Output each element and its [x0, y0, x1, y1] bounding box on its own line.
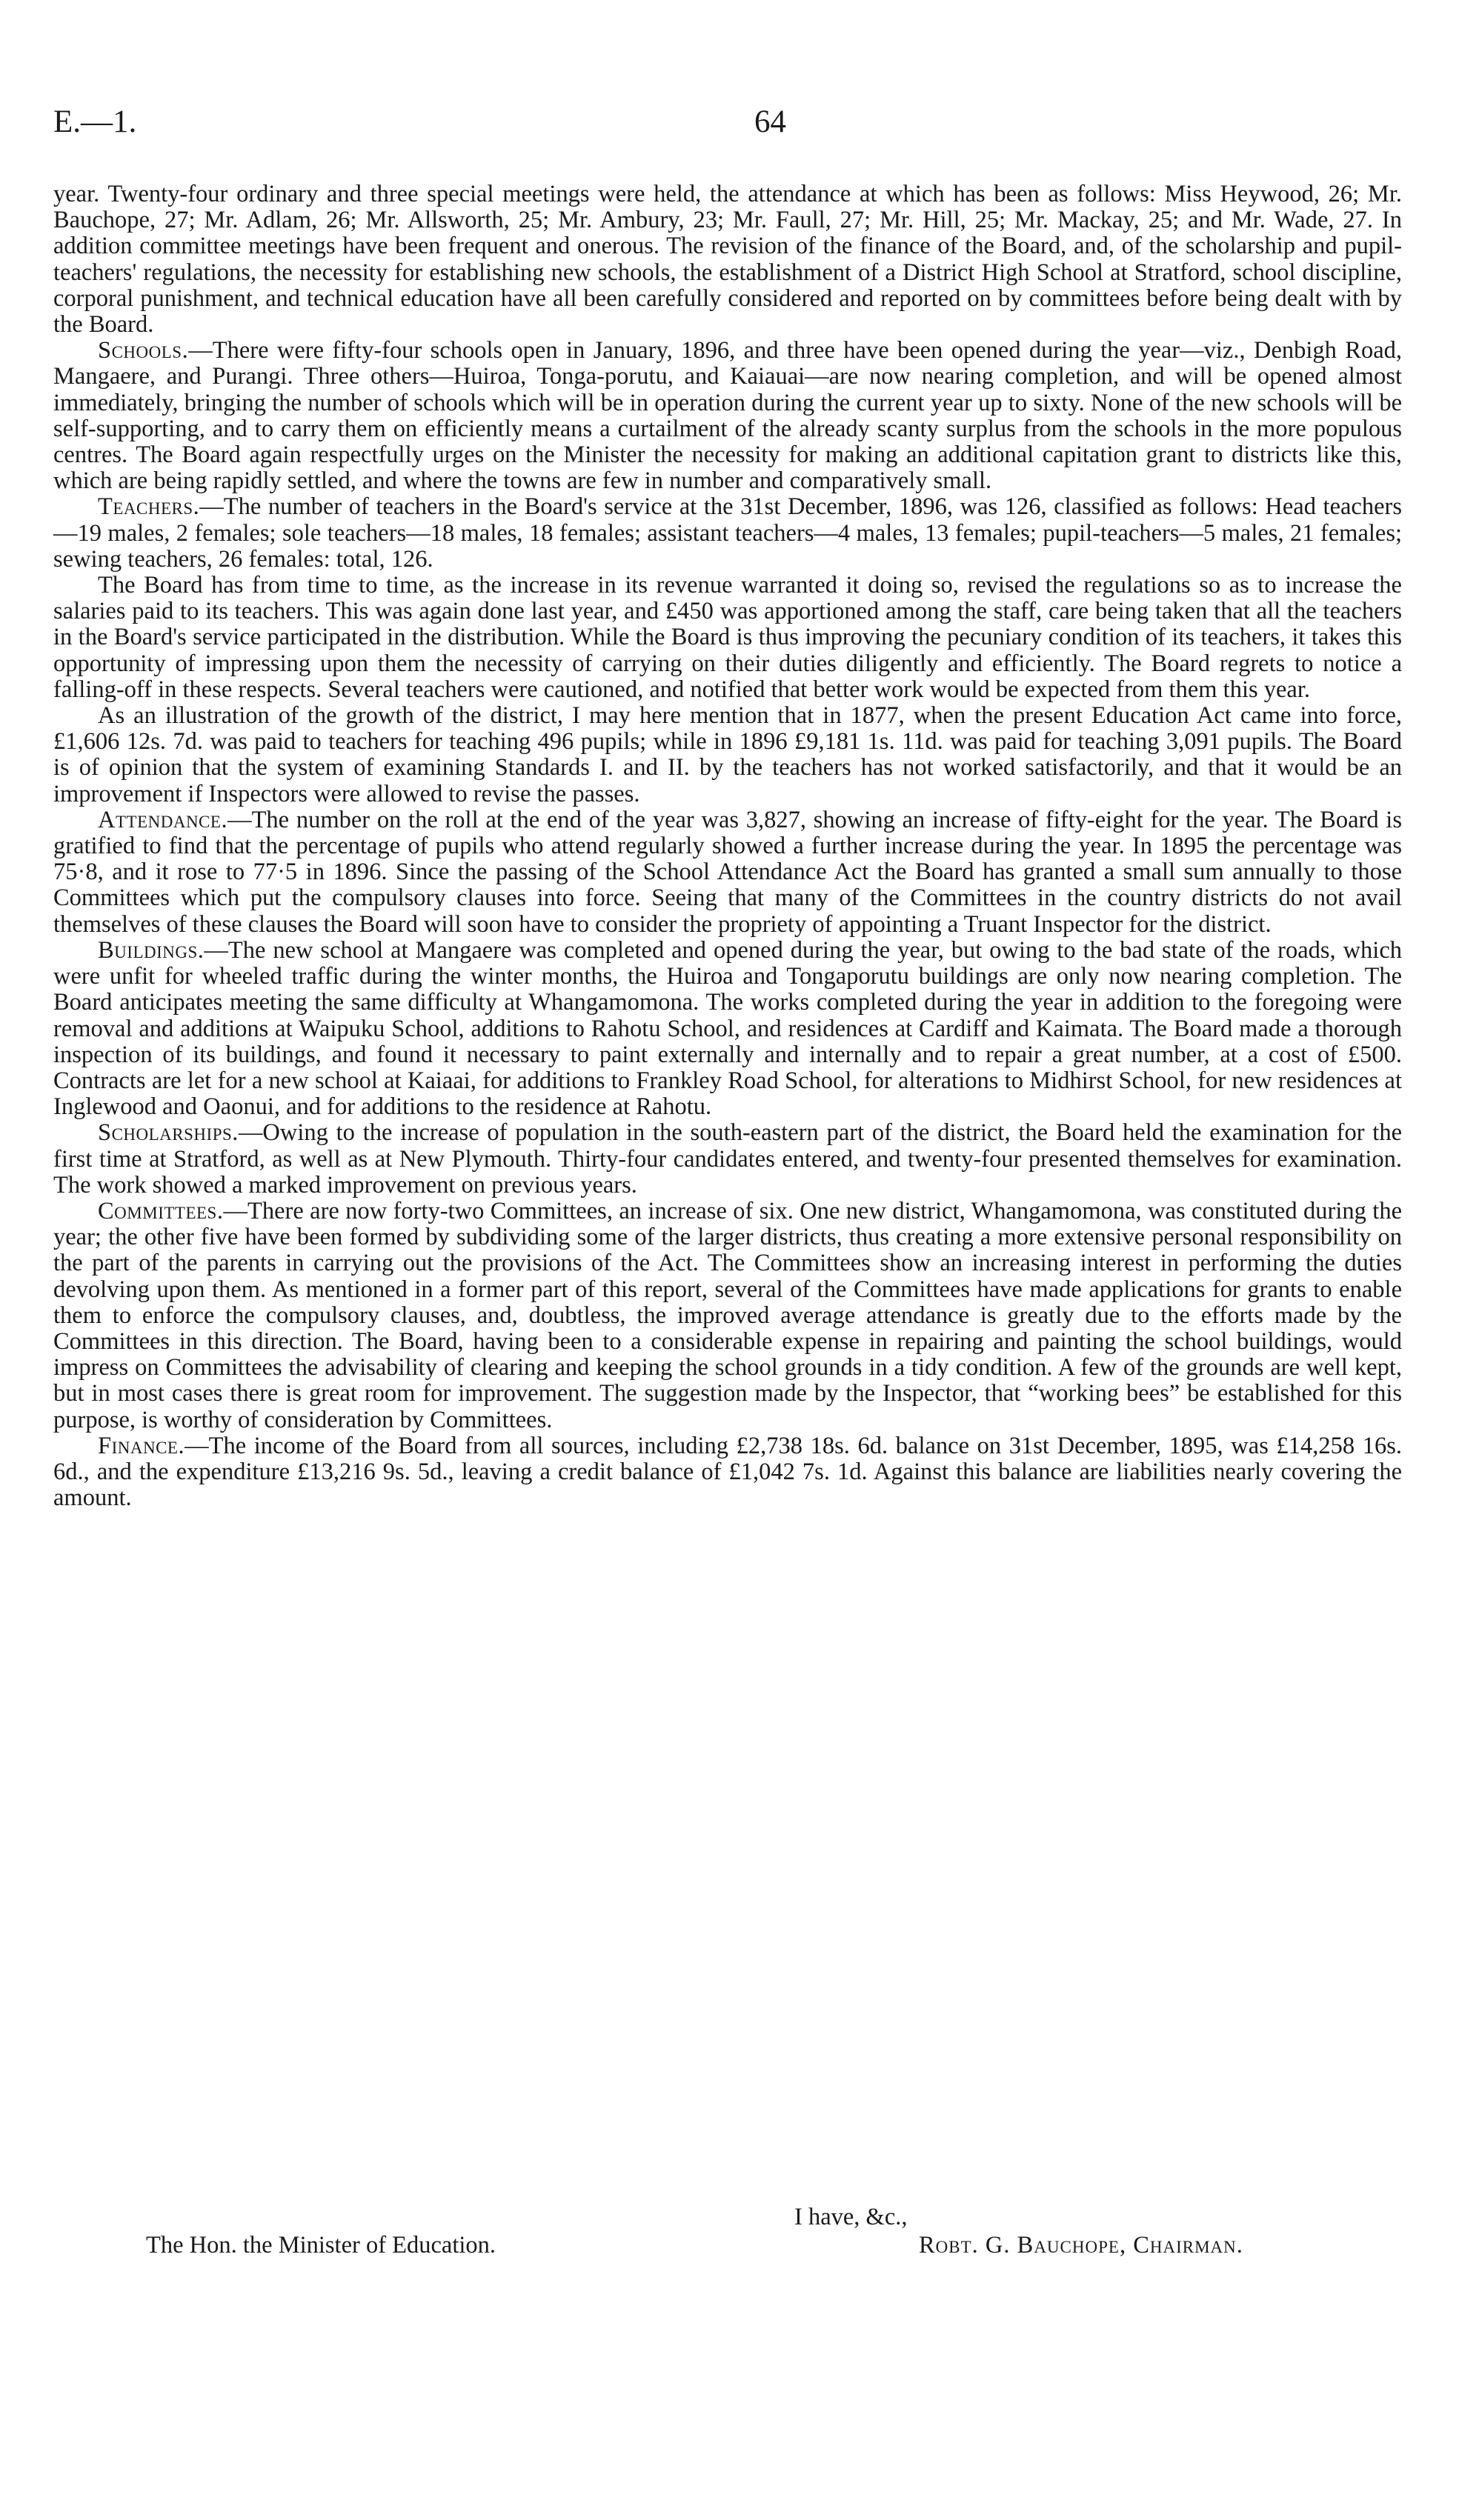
- buildings-paragraph: [53, 938, 1402, 1120]
- intro-paragraph: year. Twenty-four ordinary and three special meetings were held, the attendance at which has been as follows: Miss Heywood, 26; Mr. Bauchope, 27; Mr. Adlam, 26; Mr. Allsworth, 25; Mr. Ambury, 23; Mr. Faull, 27; Mr. Hill, 25; Mr. Mackay, 25; and Mr. Wade, 27. In addition committee meetings have been frequent and onerous. The revision of the finance of the Board, and, of the scholarship and pupil-teachers' regulations, the necessity for establishing new schools, the establishment of a District High School at Stratford, school discipline, corporal punishment, and technical education have all been carefully considered and reported on by committees before being dealt with by the Board.: [53, 181, 1402, 339]
- teachers-salaries-paragraph: The Board has from time to time, as the increase in its revenue warranted it doing so, revised the regulations so as to increase the salaries paid to its teachers. This was again done last year, and £450 was apportioned among the staff, care being taken that all the teachers in the Board's service participated in the distribution. While the Board is thus improving the pecuniary condition of its teachers, it takes this opportunity of impressing upon them the necessity of carrying on their duties diligently and efficiently. The Board regrets to notice a falling-off in these respects. Several teachers were cautioned, and notified that better work would be expected from them this year.: [53, 572, 1402, 703]
- salutation: I have, &c.,: [794, 2204, 908, 2230]
- committees-heading: Committees.: [98, 1197, 224, 1224]
- committees-paragraph: [53, 1199, 1402, 1433]
- teachers-paragraph: [53, 494, 1402, 573]
- schools-paragraph: [53, 338, 1402, 494]
- schools-heading: Schools.: [98, 337, 189, 364]
- finance-heading: Finance.: [98, 1432, 185, 1459]
- buildings-heading: Buildings.: [98, 936, 205, 964]
- scholarships-paragraph: [53, 1120, 1402, 1199]
- scholarships-text: —Owing to the increase of population in the south-eastern part of the district, the Board held the examination for the first time at Stratford, as well as at New Plymouth. Thirty-four candidates entered, and twenty-four presented themselves for examination. The work showed a marked improvement on previous years.: [53, 1119, 1402, 1199]
- document-reference: E.—1.: [53, 104, 137, 139]
- finance-paragraph: [53, 1433, 1402, 1512]
- scholarships-heading: Scholarships.: [98, 1119, 239, 1147]
- committees-text: —There are now forty-two Committees, an increase of six. One new district, Whangamomona, was constituted during the year; the other five have been formed by subdividing some of the larger districts, thus creating a more extensive personal responsibility on the part of the parents in carrying out the provisions of the Act. The Committees show an increasing interest in performing the duties devolving upon them. As mentioned in a former part of this report, several of the Committees have made applications for grants to enable them to enforce the compulsory clauses, and, doubtless, the improved average attendance is greatly due to the efforts made by the Committees in this direction. The Board, having been to a considerable expense in repairing and painting the school buildings, would impress on Committees the advisability of clearing and keeping the school grounds in a tidy condition. A few of the grounds are well kept, but in most cases there is great room for improvement. The suggestion made by the Inspector, that “working bees” be established for this purpose, is worthy of consideration by Committees.: [53, 1197, 1402, 1433]
- page-number: 64: [754, 104, 786, 139]
- signature: Robt. G. Bauchope, Chairman.: [919, 2232, 1243, 2259]
- district-growth-paragraph: As an illustration of the growth of the district, I may here mention that in 1877, when the present Education Act came into force, £1,606 12s. 7d. was paid to teachers for teaching 496 pupils; while in 1896 £9,181 1s. 11d. was paid for teaching 3,091 pupils. The Board is of opinion that the system of examining Standards I. and II. by the teachers has not worked satisfactorily, and that it would be an improvement if Inspectors were allowed to revise the passes.: [53, 702, 1402, 807]
- teachers-heading: Teachers.: [98, 493, 200, 521]
- attendance-heading: Attendance.: [98, 806, 228, 833]
- buildings-text: —The new school at Mangaere was completed and opened during the year, but owing to the bad state of the roads, which were unfit for wheeled traffic during the winter months, the Huiroa and Tongaporutu buildings are only now nearing completion. The Board anticipates meeting the same difficulty at Whangamomona. The works completed during the year in addition to the foregoing were removal and additions at Waipuku School, additions to Rahotu School, and residences at Cardiff and Kaimata. The Board made a thorough inspection of its buildings, and found it necessary to paint externally and internally and to repair a great number, at a cost of £500. Contracts are let for a new school at Kaiaai, for additions to Frankley Road School, for alterations to Midhirst School, for new residences at Inglewood and Oaonui, and for additions to the residence at Rahotu.: [53, 936, 1402, 1121]
- report-body: [53, 181, 1402, 1511]
- attendance-text: —The number on the roll at the end of the year was 3,827, showing an increase of fifty-eight for the year. The Board is gratified to find that the percentage of pupils who attend regularly showed a further increase during the year. In 1895 the percentage was 75·8, and it rose to 77·5 in 1896. Since the passing of the School Attendance Act the Board has granted a small sum annually to those Committees which put the compulsory clauses into force. Seeing that many of the Committees in the country districts do not avail themselves of these clauses the Board will soon have to consider the propriety of appointing a Truant Inspector for the district.: [53, 806, 1402, 938]
- teachers-text: —The number of teachers in the Board's service at the 31st December, 1896, was 126, classified as follows: Head teachers—19 males, 2 females; sole teachers—18 males, 18 females; assistant teachers—4 males, 13 females; pupil-teachers—5 males, 21 females; sewing teachers, 26 females: total, 126.: [53, 493, 1402, 573]
- schools-text: —There were fifty-four schools open in January, 1896, and three have been opened during the year—viz., Denbigh Road, Mangaere, and Purangi. Three others—Huiroa, Tonga-porutu, and Kaiauai—are now nearing completion, and will be opened almost immediately, bringing the number of schools which will be in operation during the current year up to sixty. None of the new schools will be self-supporting, and to carry them on efficiently means a curtailment of the already scanty surplus from the schools in the more populous centres. The Board again respectfully urges on the Minister the necessity for making an additional capitation grant to districts like this, which are being rapidly settled, and where the towns are few in number and comparatively small.: [53, 337, 1402, 495]
- attendance-paragraph: [53, 807, 1402, 938]
- addressee: The Hon. the Minister of Education.: [146, 2232, 496, 2259]
- finance-text: —The income of the Board from all sources, including £2,738 18s. 6d. balance on 31st December, 1895, was £14,258 16s. 6d., and the expenditure £13,216 9s. 5d., leaving a credit balance of £1,042 7s. 1d. Against this balance are liabilities nearly covering the amount.: [53, 1432, 1402, 1512]
- page-header: [53, 104, 1402, 148]
